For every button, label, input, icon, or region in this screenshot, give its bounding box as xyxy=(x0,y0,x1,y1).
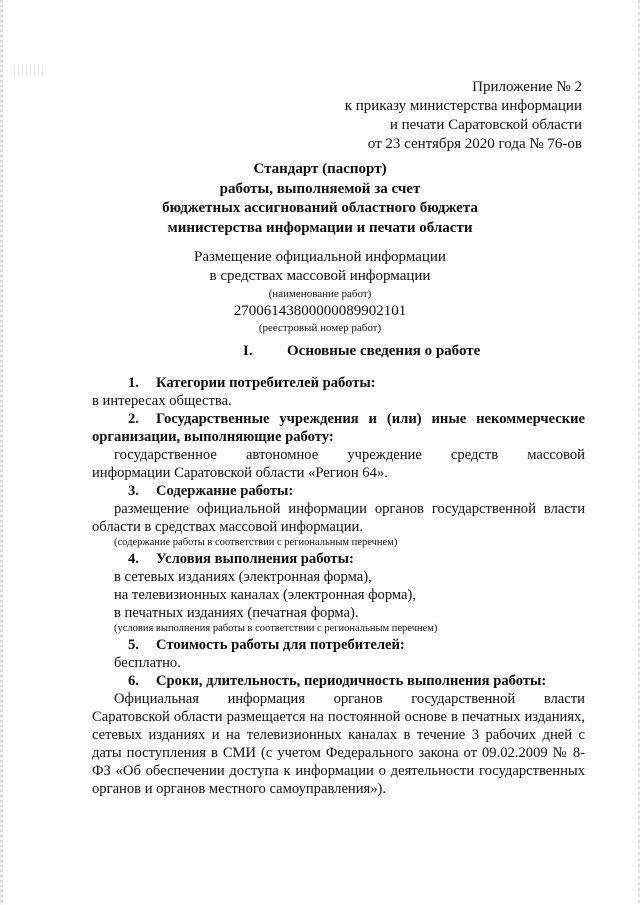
item-heading-text: Содержание работы: xyxy=(156,483,294,499)
item-text: в сетевых изданиях (электронная форма), xyxy=(114,569,372,585)
registry-number: 27006143800000089902101 xyxy=(233,303,407,319)
item-heading-text: Условия выполнения работы: xyxy=(156,551,354,567)
word: информация xyxy=(227,691,305,707)
scan-left-edge xyxy=(0,0,3,905)
item-heading-5 xyxy=(92,636,585,654)
word: государственной xyxy=(411,691,516,707)
item-text: Саратовской области размещается на постоянной основе в печатных изданиях, сетевых изданиях и на телевизионных каналах в течение 3 рабочих дней с даты поступления в СМИ (с учетом Федерального закона от 09.02.2009 № 8-ФЗ «Об обеспечении доступа к информации о деятельности государственных органов и органов местного самоуправления»). xyxy=(92,709,585,797)
appendix-line: от 23 сентября 2020 года № 76-ов xyxy=(367,136,582,152)
registry-caption: (реестровый номер работ) xyxy=(258,322,382,334)
word: учреждение xyxy=(347,447,422,463)
word: средств xyxy=(450,447,499,463)
document-body xyxy=(92,374,585,798)
item-text: размещение официальной информации органов государственной власти области в средствах массовой информации. xyxy=(92,501,585,535)
item-heading-2 xyxy=(92,410,585,446)
item-heading-text: Категории потребителей работы: xyxy=(156,375,376,391)
word: Официальная xyxy=(114,691,199,707)
word: власти xyxy=(543,691,585,707)
title-line: бюджетных ассигнований областного бюджета xyxy=(162,200,478,216)
title-line: Стандарт (паспорт) xyxy=(253,161,387,177)
item-number: 3. xyxy=(128,483,139,499)
item-heading-text: Стоимость работы для потребителей: xyxy=(156,637,405,653)
section-number: I. xyxy=(243,343,253,359)
item-text: бесплатно. xyxy=(114,655,181,671)
item-heading-text: Государственные учреждения и (или) иные некоммерческие организации, выполняющие работу: xyxy=(92,411,585,445)
word: массовой xyxy=(527,447,585,463)
appendix-line: и печати Саратовской области xyxy=(389,117,582,133)
word: автономное xyxy=(245,447,319,463)
appendix-header xyxy=(345,78,582,154)
scan-smudge xyxy=(14,64,44,76)
item-text: в интересах общества. xyxy=(92,393,232,409)
work-name-caption: (наименование работ) xyxy=(268,288,372,300)
item-number: 5. xyxy=(128,637,139,653)
title-line: министерства информации и печати области xyxy=(167,219,473,236)
section-heading xyxy=(243,343,480,360)
title-line: работы, выполняемой за счет xyxy=(219,180,421,197)
item-number: 4. xyxy=(128,551,139,567)
item-note: (условия выполнения работы в соответствии с региональным перечнем) xyxy=(114,623,438,634)
section-title: Основные сведения о работе xyxy=(287,343,481,359)
item-text: на телевизионных каналах (электронная форма), xyxy=(114,587,417,603)
item-heading-6 xyxy=(92,672,585,690)
item-note: (содержание работы в соответствии с региональным перечнем) xyxy=(114,537,398,548)
appendix-line: к приказу министерства информации xyxy=(344,98,582,114)
item-number: 2. xyxy=(128,411,139,427)
word: органов xyxy=(333,691,383,707)
item-text-spread xyxy=(92,690,585,708)
item-number: 1. xyxy=(128,375,139,391)
word: государственное xyxy=(114,447,217,463)
work-name-line: в средствах массовой информации xyxy=(209,268,431,284)
item-text: в печатных изданиях (печатная форма). xyxy=(114,605,359,621)
work-name-block xyxy=(0,248,640,336)
item-number: 6. xyxy=(128,673,139,689)
item-text-spread xyxy=(92,446,585,464)
appendix-line: Приложение № 2 xyxy=(472,79,582,95)
item-heading-1 xyxy=(92,374,585,392)
document-title xyxy=(0,160,640,238)
work-name-line: Размещение официальной информации xyxy=(194,249,446,265)
item-text: информации Саратовской области «Регион 64». xyxy=(92,465,388,481)
item-heading-4 xyxy=(92,550,585,568)
item-heading-3 xyxy=(92,482,585,500)
item-heading-text: Сроки, длительность, периодичность выполнения работы: xyxy=(156,673,547,689)
